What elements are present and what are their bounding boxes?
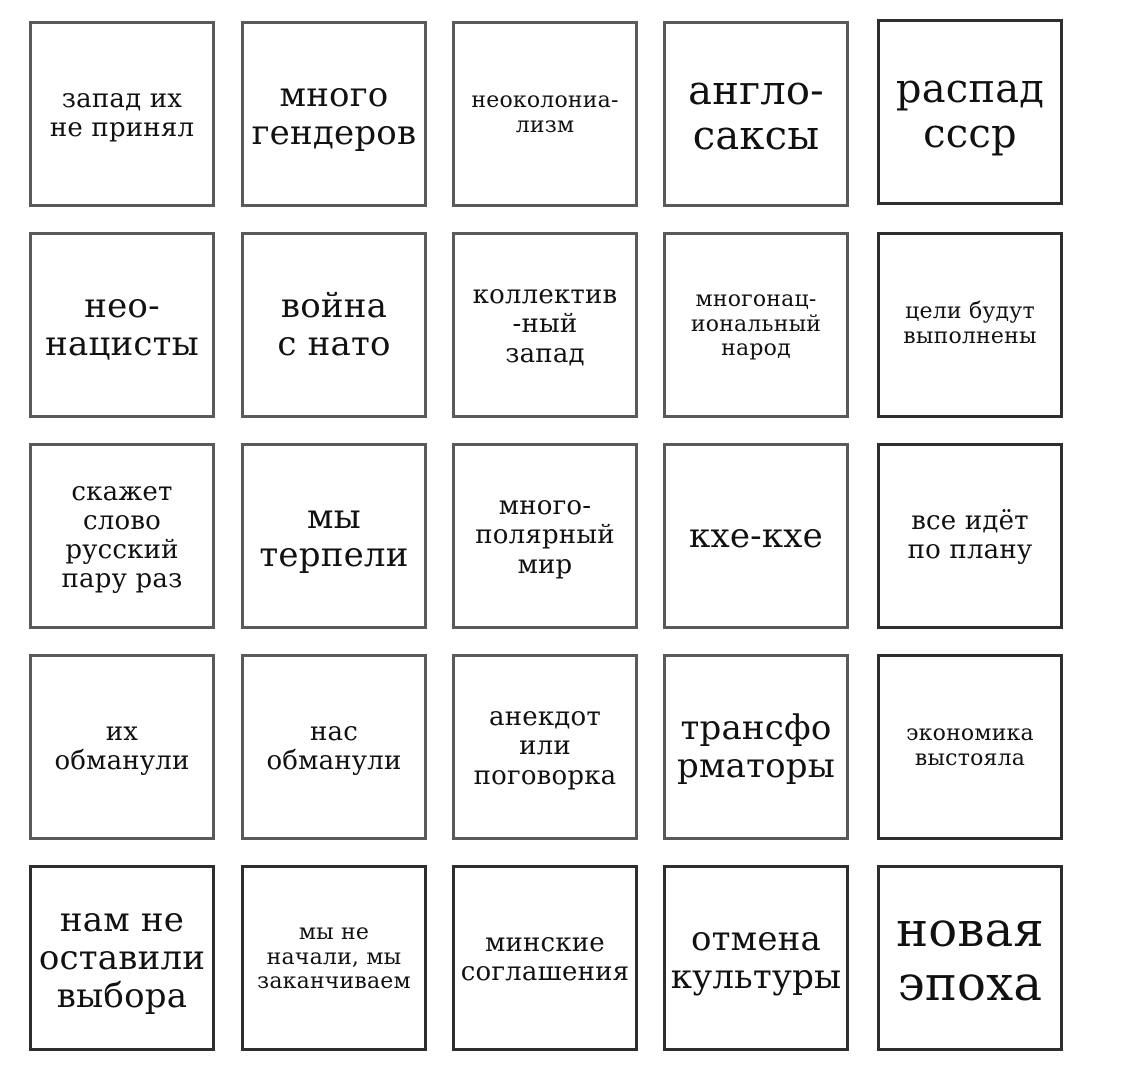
bingo-cell-22: [241, 865, 427, 1051]
bingo-cell-label: экономика выстояла: [906, 721, 1034, 771]
bingo-cell-label: война с нато: [277, 285, 391, 364]
bingo-cell-17: [241, 654, 427, 840]
bingo-cell-4: [663, 21, 849, 207]
bingo-cell-label: их обманули: [54, 716, 190, 776]
bingo-cell-label: анекдот или поговорка: [473, 702, 617, 791]
bingo-cell-label: нео- нацисты: [45, 285, 199, 364]
bingo-cell-label: трансфо рматоры: [677, 707, 835, 786]
bingo-cell-label: минские соглашения: [460, 927, 630, 987]
bingo-cell-label: распад ссср: [895, 66, 1045, 157]
bingo-cell-1: [29, 21, 215, 207]
bingo-cell-3: [452, 21, 638, 207]
bingo-cell-9: [663, 232, 849, 418]
bingo-cell-12: [241, 443, 427, 629]
bingo-cell-24: [663, 865, 849, 1051]
bingo-cell-25: [877, 865, 1063, 1051]
bingo-cell-13: [452, 443, 638, 629]
bingo-cell-14: [663, 443, 849, 629]
bingo-cell-label: отмена культуры: [670, 918, 842, 997]
bingo-cell-7: [241, 232, 427, 418]
bingo-cell-label: мы не начали, мы заканчиваем: [257, 920, 411, 995]
bingo-cell-11: [29, 443, 215, 629]
bingo-cell-6: [29, 232, 215, 418]
bingo-cell-label: запад их не принял: [49, 83, 195, 143]
bingo-cell-label: кхе-кхе: [689, 515, 823, 556]
bingo-cell-19: [663, 654, 849, 840]
bingo-cell-20: [877, 654, 1063, 840]
bingo-cell-label: многонац- иональный народ: [690, 287, 822, 362]
bingo-cell-8: [452, 232, 638, 418]
bingo-cell-label: мы терпели: [259, 496, 409, 575]
bingo-cell-label: новая эпоха: [896, 902, 1044, 1012]
bingo-cell-23: [452, 865, 638, 1051]
bingo-cell-16: [29, 654, 215, 840]
bingo-cell-label: много- полярный мир: [475, 491, 615, 580]
bingo-cell-15: [877, 443, 1063, 629]
bingo-cell-21: [29, 865, 215, 1051]
bingo-cell-label: цели будут выполнены: [903, 299, 1037, 349]
bingo-cell-18: [452, 654, 638, 840]
bingo-cell-2: [241, 21, 427, 207]
bingo-cell-label: коллектив -ный запад: [472, 280, 618, 369]
bingo-cell-label: нас обманули: [266, 716, 402, 776]
bingo-cell-label: англо- саксы: [688, 68, 824, 159]
bingo-cell-label: нам не оставили выбора: [38, 899, 206, 1017]
bingo-cell-label: скажет слово русский пару раз: [61, 476, 183, 595]
bingo-cell-10: [877, 232, 1063, 418]
bingo-cell-label: много гендеров: [251, 74, 417, 153]
cropped-top-edge: [200, 0, 340, 6]
bingo-cell-5: [877, 19, 1063, 205]
bingo-cell-label: все идёт по плану: [907, 505, 1033, 565]
bingo-cell-label: неоколониа- лизм: [471, 88, 619, 138]
